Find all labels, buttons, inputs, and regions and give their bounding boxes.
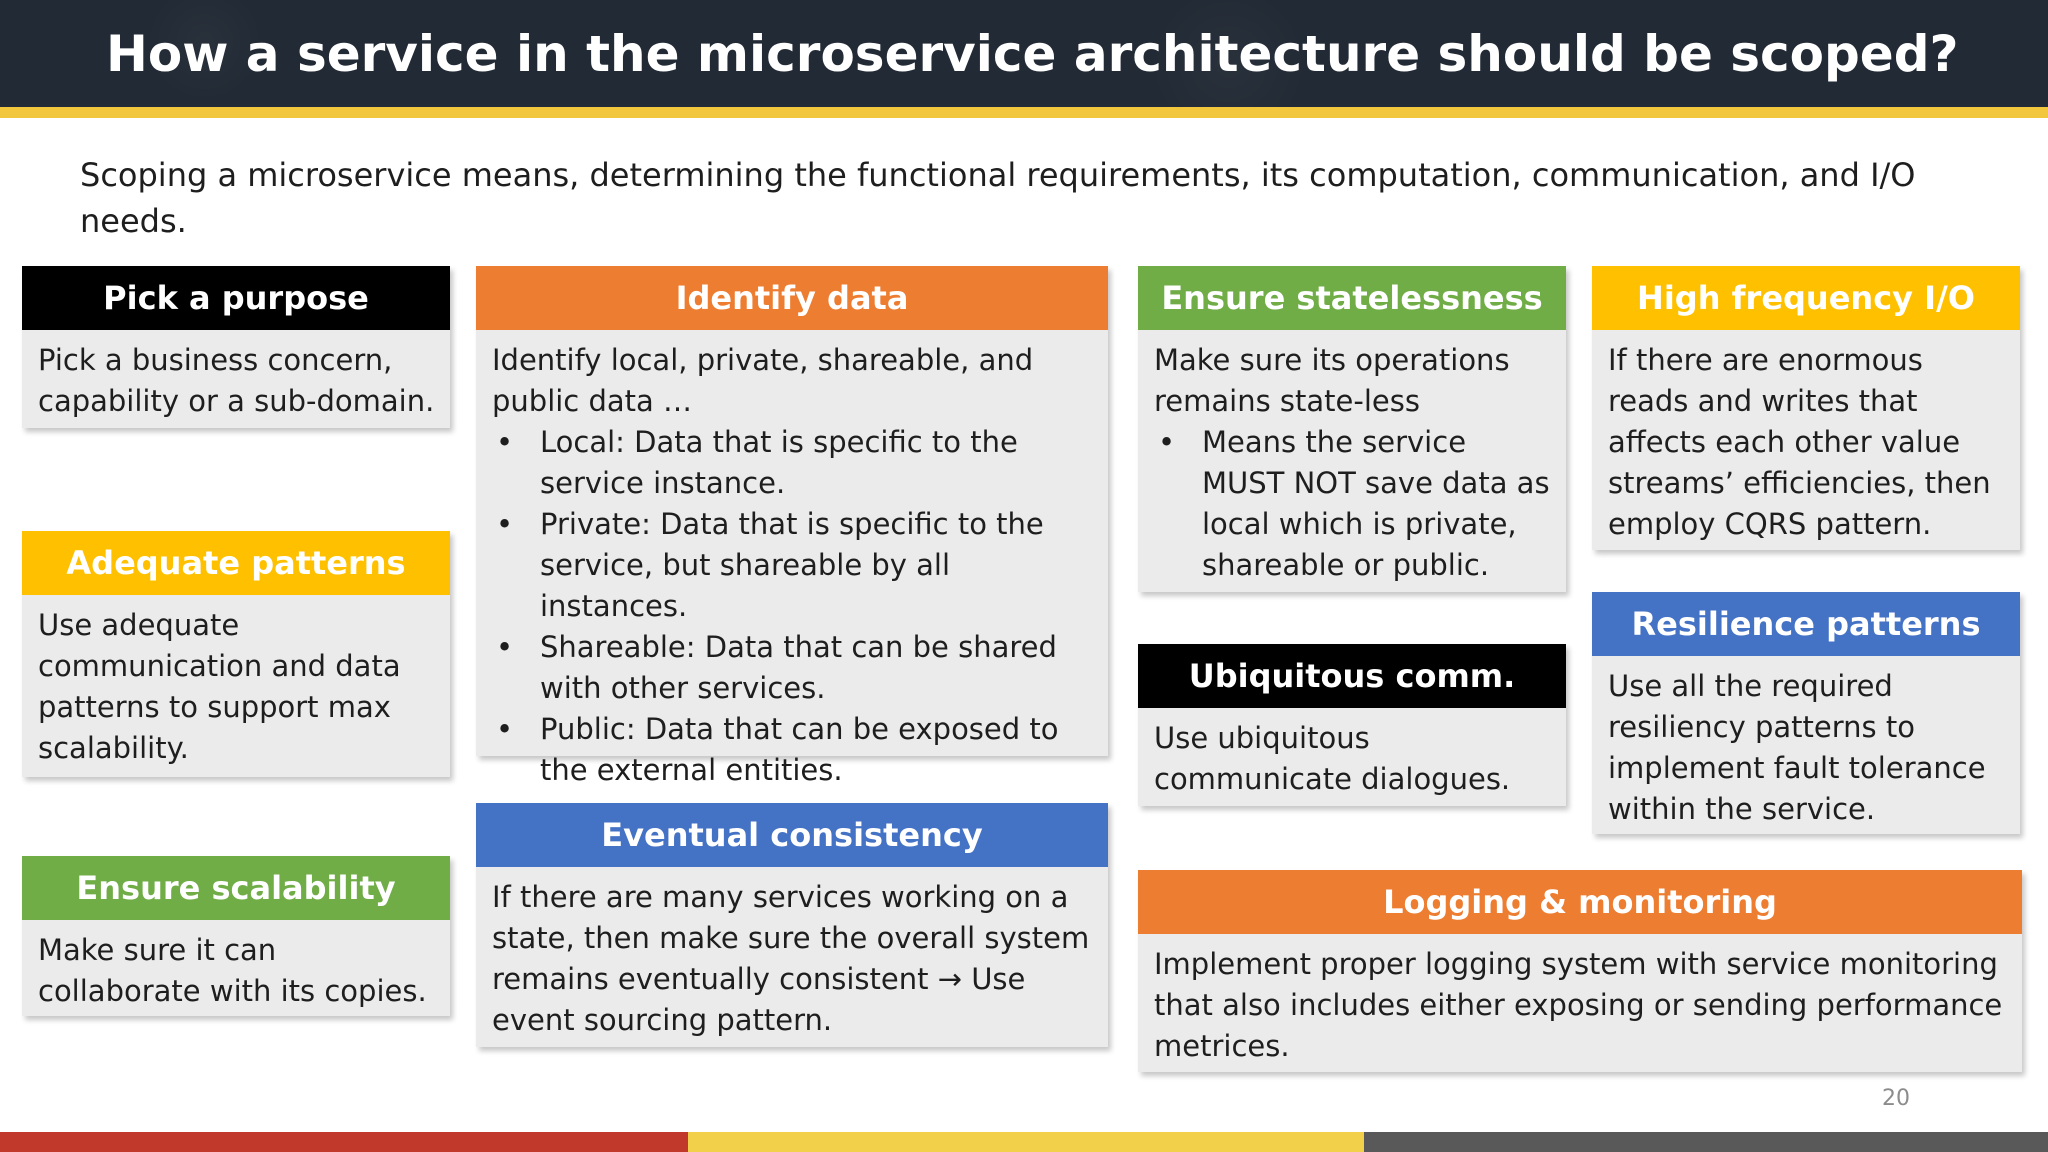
card-header: High frequency I/O [1592,266,2020,330]
card-header: Adequate patterns [22,531,450,595]
bullet-list [1154,422,1552,586]
card-body [1138,934,2022,1077]
card-text: Make sure it can collaborate with its copies. [38,933,427,1008]
card-header: Ensure statelessness [1138,266,1566,330]
footer-bar-gray [1364,1132,2048,1152]
card-body [1138,708,1566,810]
card-logging-monitoring [1138,870,2022,1072]
bullet-item: • Private: Data that is specific to the service, but shareable by all instances. [492,504,1094,627]
card-body [476,330,1108,801]
bullet-list [492,422,1094,791]
card-body [22,330,450,432]
slide-title: How a service in the microservice architecture should be scoped? [106,25,1959,83]
page-number: 20 [1882,1086,1910,1111]
card-ensure-statelessness [1138,266,1566,592]
card-body [1138,330,1566,596]
card-identify-data [476,266,1108,787]
card-text: If there are many services working on a state, then make sure the overall system remains eventually consistent → Use event sourcing pattern. [492,880,1090,1037]
card-body [22,595,450,779]
card-body [22,920,450,1022]
card-body [1592,330,2020,555]
bullet-item: • Shareable: Data that can be shared with other services. [492,627,1094,709]
card-body [1592,656,2020,840]
card-ubiquitous-comm [1138,644,1566,806]
footer-bar-yellow [688,1132,1364,1152]
intro-text: Scoping a microservice means, determining the functional requirements, its computation, communication, and I/O needs. [80,156,1916,240]
card-text: If there are enormous reads and writes that affects each other value streams’ efficiencies, then employ CQRS pattern. [1608,343,1991,541]
footer-bar-red [0,1132,688,1152]
card-header: Pick a purpose [22,266,450,330]
card-ensure-scalability [22,856,450,1016]
card-text: Identify local, private, shareable, and public data … [492,343,1034,418]
card-text: Use ubiquitous communicate dialogues. [1154,721,1511,796]
card-header: Resilience patterns [1592,592,2020,656]
card-text: Implement proper logging system with service monitoring that also includes either exposing or sending performance metrices. [1154,947,2003,1063]
bullet-item: • Local: Data that is specific to the service instance. [492,422,1094,504]
card-text: Use all the required resiliency patterns to implement fault tolerance within the service. [1608,669,1986,826]
card-resilience-patterns [1592,592,2020,834]
card-header: Ubiquitous comm. [1138,644,1566,708]
card-header: Logging & monitoring [1138,870,2022,934]
card-eventual-consistency [476,803,1108,1047]
card-text: Pick a business concern, capability or a sub-domain. [38,343,435,418]
card-body [476,867,1108,1051]
card-adequate-patterns [22,531,450,777]
card-header: Ensure scalability [22,856,450,920]
bullet-item: • Means the service MUST NOT save data as local which is private, shareable or public. [1154,422,1552,586]
bullet-item: • Public: Data that can be exposed to the external entities. [492,709,1094,791]
title-rule [0,107,2048,118]
card-text: Make sure its operations remains state-less [1154,343,1510,418]
card-high-frequency-io [1592,266,2020,550]
card-text: Use adequate communication and data patterns to support max scalability. [38,608,401,765]
card-pick-purpose [22,266,450,428]
card-header: Identify data [476,266,1108,330]
title-bar [0,0,2048,107]
card-header: Eventual consistency [476,803,1108,867]
